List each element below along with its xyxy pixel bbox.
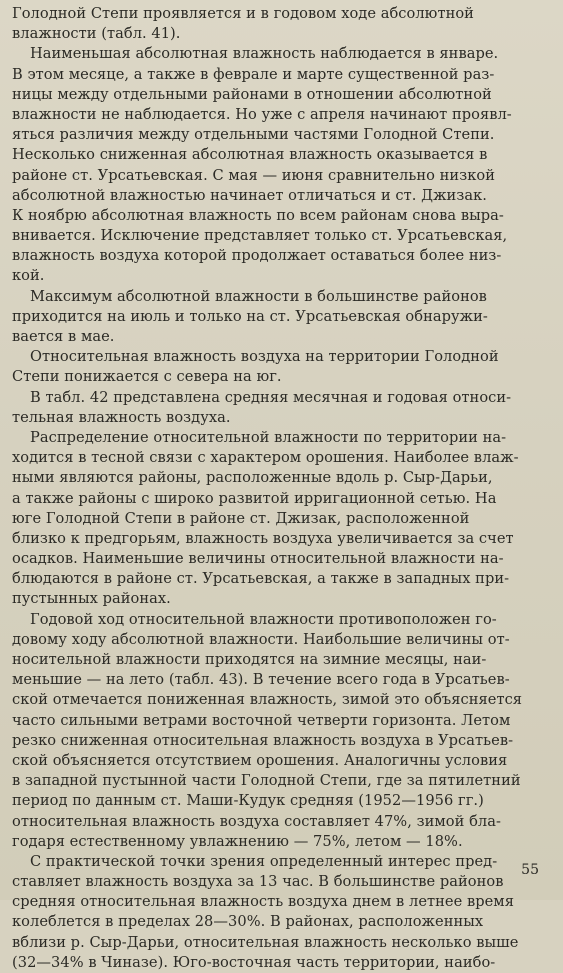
text-line: Годовой ход относительной влажности противоположен го- [30,610,497,628]
text-line: яться различия между отдельными частями Голодной Степи. [12,126,495,144]
text-line: влажности (табл. 41). [12,25,181,43]
text-line: относительная влажность воздуха составляет 47%, зимой бла- [12,812,501,830]
text-line: в западной пустынной части Голодной Степи, где за пятилетний [12,772,521,790]
text-line: осадков. Наименьшие величины относительной влажности на- [12,550,504,568]
text-line: Степи понижается с севера на юг. [12,368,282,386]
text-line: внивается. Исключение представляет только ст. Урсатьевская, [12,227,508,245]
text-line: абсолютной влажностью начинает отличаться и ст. Джизак. [12,186,487,204]
text-line: Наименьшая абсолютная влажность наблюдается в январе. [30,45,499,63]
text-line: вблизи р. Сыр-Дарьи, относительная влажность несколько выше [12,933,519,951]
text-line: носительной влажности приходятся на зимние месяцы, наи- [12,651,487,668]
text-line: Распределение относительной влажности по территории на- [30,428,507,446]
text-line: блюдаются в районе ст. Урсатьевская, а также в западных при- [12,570,510,588]
text-line: колеблется в пределах 28—30%. В районах, расположенных [12,913,484,931]
text-line: ской объясняется отсутствием орошения. Аналогичны условия [12,751,508,769]
text-line: влажности не наблюдается. Но уже с апреля начинают проявл- [12,105,512,123]
text-line: ставляет влажность воздуха за 13 час. В большинстве районов [12,873,504,891]
text-line: период по данным ст. Маши-Кудук средняя (1952—1956 гг.) [12,792,484,810]
text-line: годаря естественному увлажнению — 75%, летом — 18%. [12,832,463,850]
text-line: кой. [12,267,45,285]
text-line: ской отмечается пониженная влажность, зимой это объясняется [12,691,523,709]
text-line: Относительная влажность воздуха на территории Голодной [30,348,499,366]
text-line: В табл. 42 представлена средняя месячная и годовая относи- [30,388,512,406]
text-line: меньшие — на лето (табл. 43). В течение всего года в Урсатьев- [12,671,510,689]
text-line: юге Голодной Степи в районе ст. Джизак, расположенной [12,509,470,527]
text-line: а также районы с широко развитой ирригационной сетью. На [12,489,497,507]
text-line: В этом месяце, а также в феврале и марте существенной раз- [12,65,495,83]
text-line: близко к предгорьям, влажность воздуха увеличивается за счет [12,529,514,547]
text-line: тельная влажность воздуха. [12,408,231,426]
text-line: резко сниженная относительная влажность воздуха в Урсатьев- [12,731,514,749]
text-line: влажность воздуха которой продолжает оставаться более низ- [12,247,502,265]
text-line: довому ходу абсолютной влажности. Наибольшие величины от- [12,630,510,648]
text-line: приходится на июль и только на ст. Урсатьевская обнаружи- [12,307,488,325]
text-line: часто сильными ветрами восточной четверти горизонта. Летом [12,711,511,729]
page-number: 55 [521,862,539,878]
text-line: (32—34% в Чиназе). Юго-восточная часть территории, наибо- [12,953,496,971]
body-text [12,4,547,973]
text-line: С практической точки зрения определенный интерес пред- [30,852,498,870]
text-line: Максимум абсолютной влажности в большинстве районов [30,287,487,305]
text-line: ходится в тесной связи с характером орошения. Наиболее влаж- [12,449,519,467]
text-line: ницы между отдельными районами в отношении абсолютной [12,85,492,103]
text-line: Голодной Степи проявляется и в годовом ходе абсолютной [12,5,474,22]
text-line: районе ст. Урсатьевская. С мая — июня сравнительно низкой [12,166,495,184]
text-line: пустынных районах. [12,590,171,608]
text-line: ными являются районы, расположенные вдоль р. Сыр-Дарьи, [12,469,493,487]
text-line: Несколько сниженная абсолютная влажность оказывается в [12,146,488,164]
text-line: вается в мае. [12,328,115,345]
text-line: К ноябрю абсолютная влажность по всем районам снова выра- [12,206,504,224]
text-line: средняя относительная влажность воздуха днем в летнее время [12,893,514,911]
